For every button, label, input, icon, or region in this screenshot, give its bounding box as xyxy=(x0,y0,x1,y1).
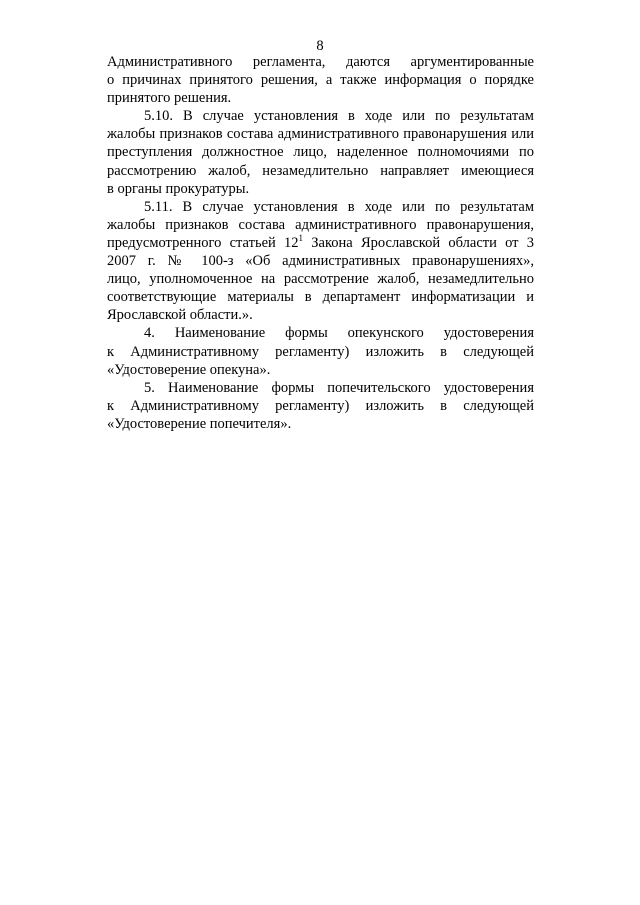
paragraph-5-11 xyxy=(107,198,534,325)
text-line: лицо, уполномоченное на рассмотрение жалоб, незамедлительно xyxy=(107,271,534,288)
text-line: к Административному регламенту) изложить в следующей xyxy=(107,343,534,360)
paragraph-4 xyxy=(107,324,534,378)
text-line: 5.10. В случае установления в ходе или по результатам xyxy=(144,108,534,125)
paragraph-continuation xyxy=(107,53,534,107)
text-line: Ярославской области.». xyxy=(107,307,253,324)
text-line: жалобы признаков состава административного правонарушения или xyxy=(107,126,534,143)
text-line: о причинах принятого решения, а также информация о порядке xyxy=(107,72,534,89)
text-line: преступления должностное лицо, наделенное полномочиями по xyxy=(107,144,534,161)
text-line: 2007 г. № 100-з «Об административных правонарушениях», xyxy=(107,253,534,270)
text-line: жалобы признаков состава административного правонарушения, xyxy=(107,216,534,233)
text-line-with-superscript xyxy=(107,234,534,252)
paragraph-5-10 xyxy=(107,107,534,197)
text-line: 4. Наименование формы опекунского удостоверения xyxy=(144,325,534,342)
text-line: «Удостоверение опекуна». xyxy=(107,361,271,378)
superscript: 1 xyxy=(298,233,304,243)
text-line: Административного регламента, даются аргументированные xyxy=(107,54,534,70)
text-line: 5.11. В случае установления в ходе или по результатам xyxy=(144,198,534,215)
text-line: соответствующие материалы в департамент информатизации и xyxy=(107,289,534,306)
paragraph-5 xyxy=(107,379,534,433)
text-line: «Удостоверение попечителя». xyxy=(107,415,292,432)
page-number: 8 xyxy=(316,38,324,54)
text-fragment: Закона Ярославской области от 3 xyxy=(311,234,534,251)
text-line: принятого решения. xyxy=(107,90,232,107)
text-line: в органы прокуратуры. xyxy=(107,180,250,197)
text-line: рассмотрению жалоб, незамедлительно направляет имеющиеся xyxy=(107,162,534,179)
text-line: к Административному регламенту) изложить в следующей xyxy=(107,397,534,414)
text-fragment: предусмотренного статьей 12 xyxy=(107,234,299,251)
text-line: 5. Наименование формы попечительского удостоверения xyxy=(144,379,534,396)
document-body xyxy=(107,53,534,433)
